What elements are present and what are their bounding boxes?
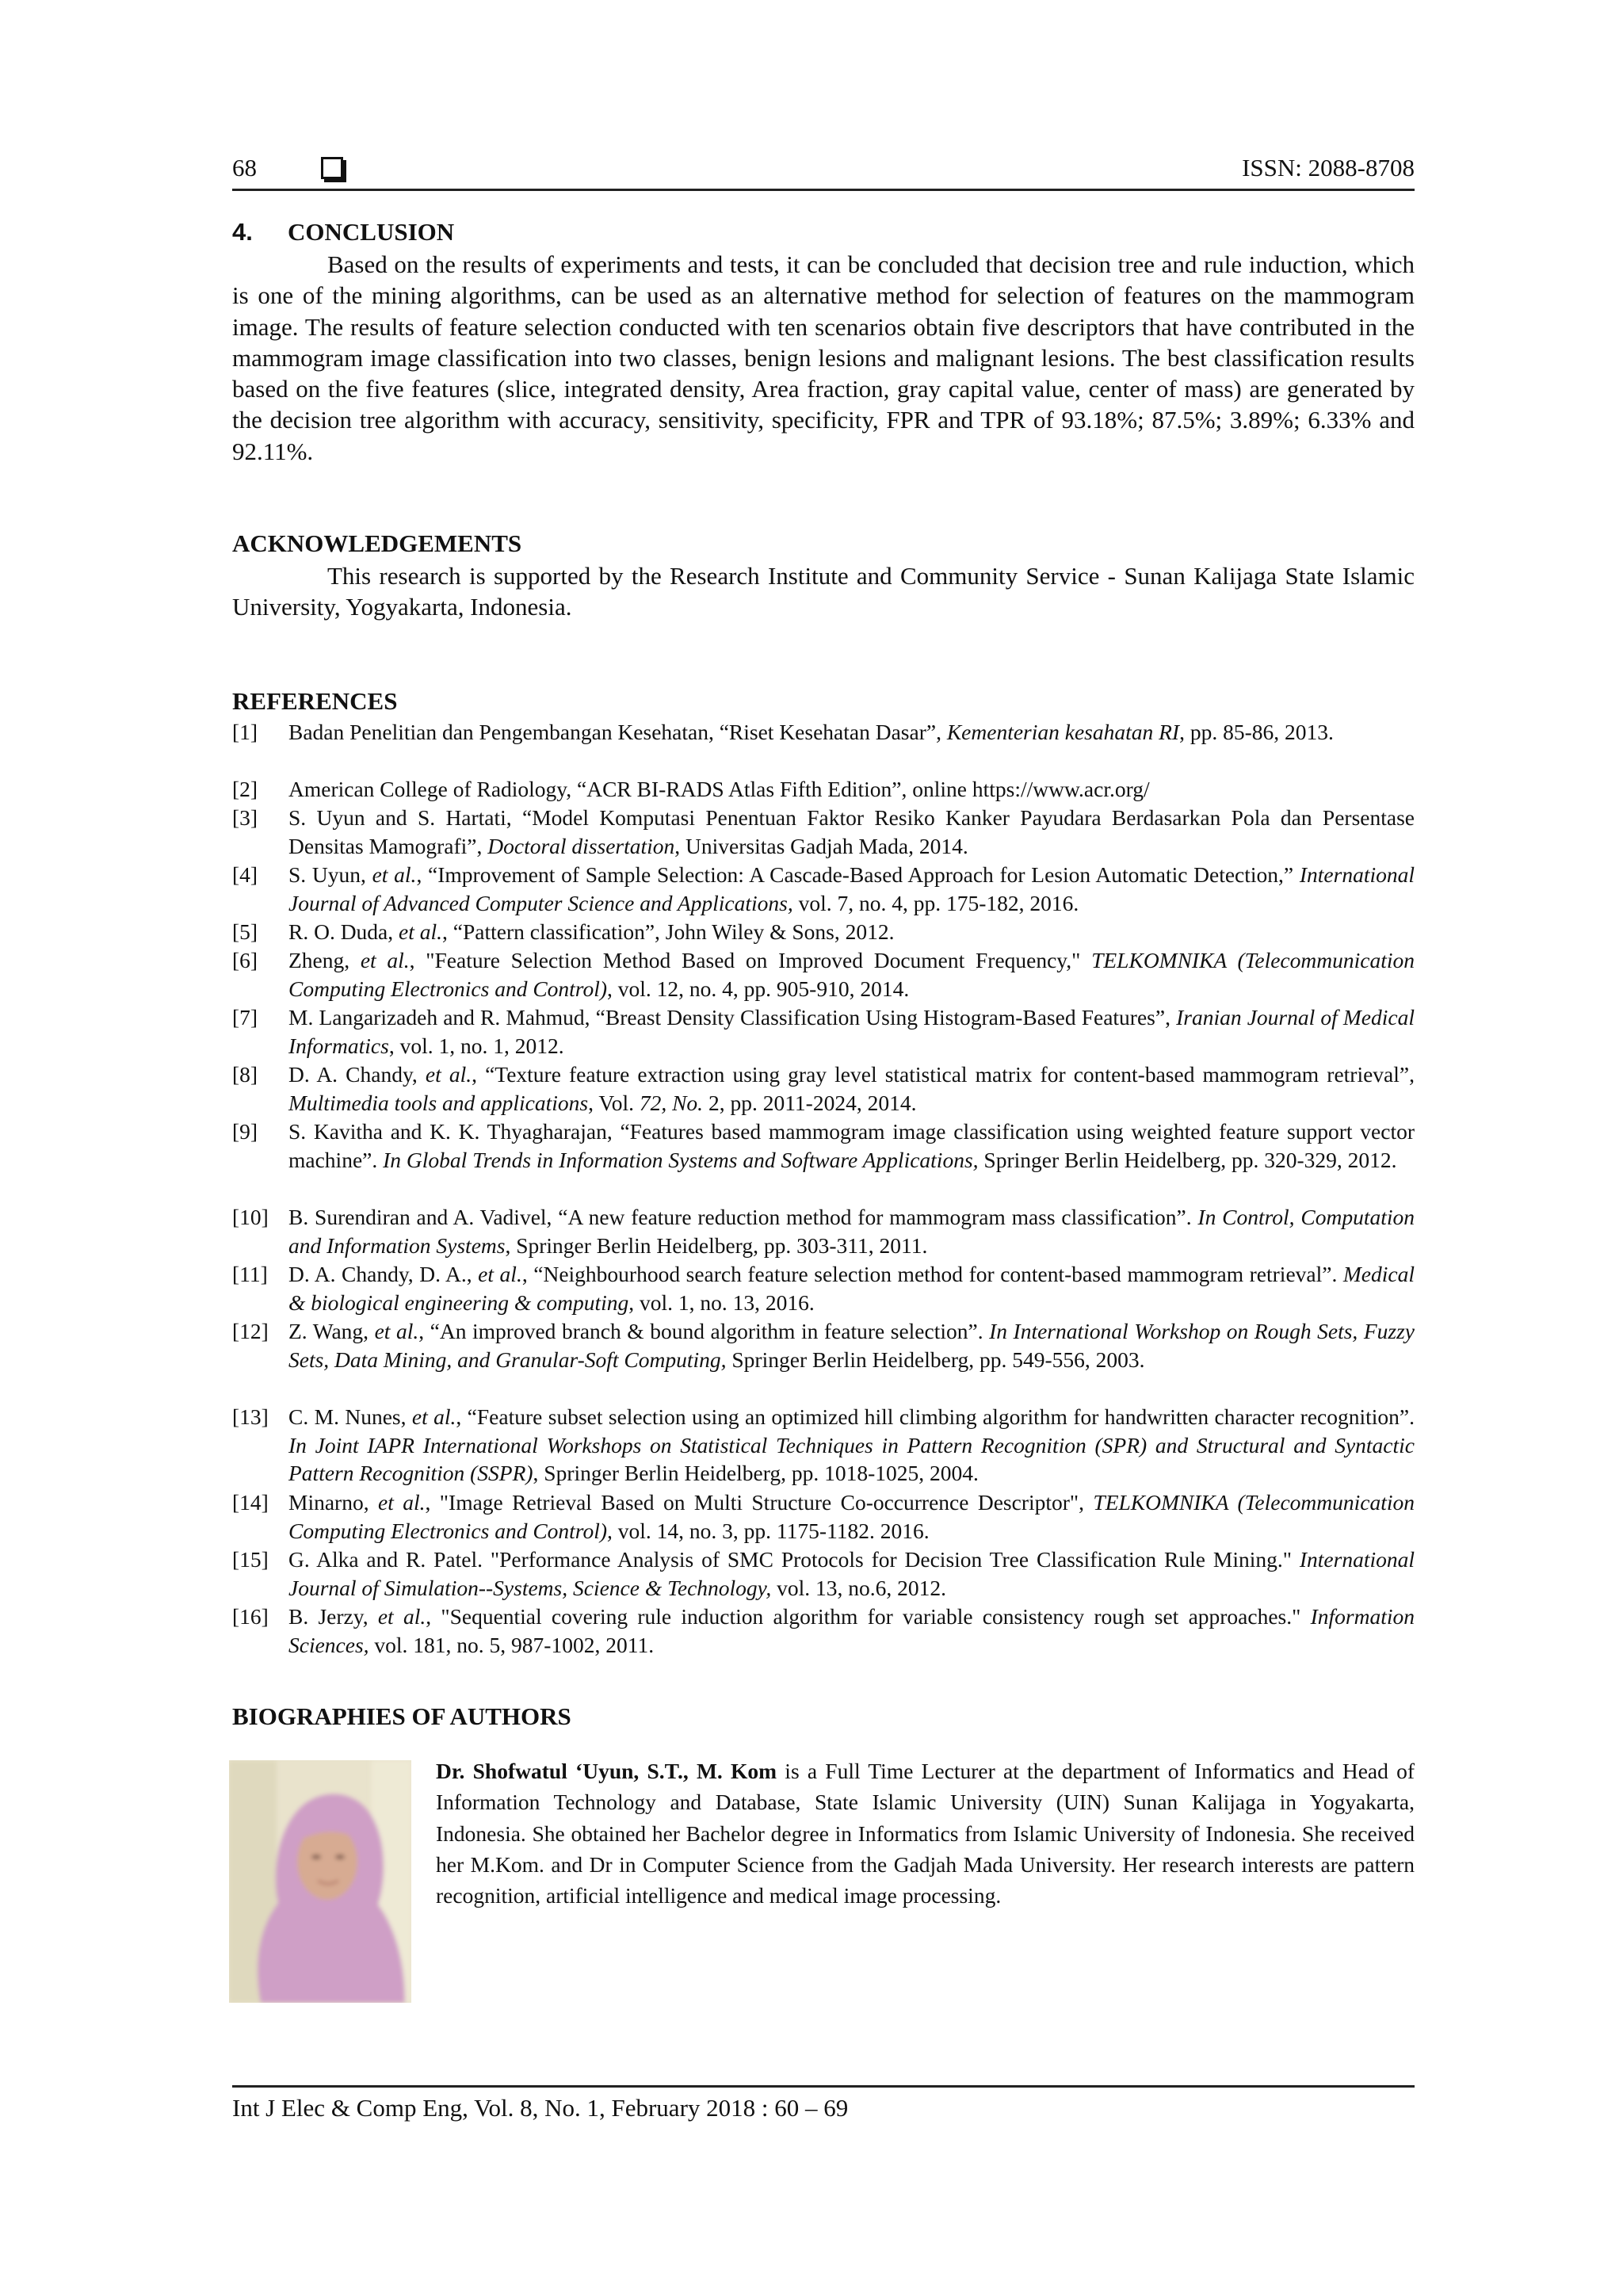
page-header: [232, 152, 1415, 191]
reference-plain-text: B. Surendiran and A. Vadivel, “A new feature reduction method for mammogram mass classification”.: [288, 1205, 1198, 1229]
reference-italic-text: et al.: [360, 948, 410, 972]
reference-plain-text: vol. 7, no. 4, pp. 175-182, 2016.: [792, 890, 1079, 915]
reference-plain-text: , vol. 12, no. 4, pp. 905-910, 2014.: [607, 976, 910, 1001]
reference-plain-text: R. O. Duda,: [288, 919, 399, 944]
reference-plain-text: , "Feature Selection Method Based on Improved Document Frequency,": [409, 948, 1092, 972]
reference-plain-text: D. A. Chandy, D. A.,: [288, 1262, 479, 1286]
reference-italic-text: et al.: [374, 1319, 419, 1343]
reference-plain-text: B. Jerzy,: [288, 1604, 378, 1629]
conclusion-heading: [232, 218, 454, 246]
reference-italic-text: International Journal of Advanced Computer Science and Applications,: [288, 862, 1415, 915]
reference-italic-text: 72, No.: [639, 1090, 704, 1115]
reference-plain-text: Minarno,: [288, 1490, 378, 1515]
author-photo: [229, 1760, 411, 2003]
reference-italic-text: TELKOMNIKA (Telecommunication Computing Electronics and Control): [288, 948, 1415, 1001]
reference-plain-text: , vol. 1, no. 13, 2016.: [628, 1289, 815, 1315]
reference-plain-text: S. Uyun and S. Hartati, “Model Komputasi Penentuan Faktor Resiko Kanker Payudara Berdasarkan Pola dan Persentase Densitas Mamografi”,: [288, 805, 1415, 858]
reference-text: [288, 1603, 1415, 1659]
reference-italic-text: et al.: [378, 1490, 426, 1515]
reference-italic-text: et al.: [411, 1404, 456, 1429]
reference-number: [9]: [232, 1119, 258, 1144]
reference-italic-text: et al.: [425, 1062, 472, 1087]
reference-plain-text: American College of Radiology, “ACR BI-RADS Atlas Fifth Edition”, online https://www.acr.org/: [288, 777, 1150, 801]
reference-plain-text: Zheng,: [288, 948, 361, 972]
reference-italic-text: Iranian Journal of Medical Informatics: [288, 1005, 1415, 1058]
reference-plain-text: vol. 181, no. 5, 987-1002, 2011.: [369, 1632, 655, 1657]
reference-plain-text: vol. 13, no.6, 2012.: [771, 1575, 946, 1600]
reference-plain-text: , Vol.: [588, 1090, 640, 1115]
reference-plain-text: , “Feature subset selection using an optimized hill climbing algorithm for handwritten character recognition”.: [456, 1404, 1415, 1429]
reference-italic-text: Multimedia tools and applications: [288, 1090, 589, 1115]
reference-number: [5]: [232, 919, 258, 944]
reference-number: [13]: [232, 1404, 269, 1429]
reference-plain-text: Badan Penelitian dan Pengembangan Kesehatan, “Riset Kesehatan Dasar”,: [288, 720, 947, 744]
reference-italic-text: In Global Trends in Information Systems and Software Applications,: [383, 1147, 979, 1172]
section-number: 4.: [232, 218, 253, 246]
reference-number: [2]: [232, 777, 258, 801]
conclusion-text: [232, 249, 1415, 467]
reference-plain-text: C. M. Nunes,: [288, 1404, 412, 1429]
reference-italic-text: et al.: [377, 1604, 426, 1629]
reference-plain-text: , “Improvement of Sample Selection: A Cascade-Based Approach for Lesion Automatic Detection,”: [416, 862, 1300, 887]
reference-plain-text: , “Neighbourhood search feature selection method for content-based mammogram retrieval”.: [521, 1262, 1343, 1286]
reference-number: [11]: [232, 1262, 268, 1286]
acknowledgements-text: [232, 560, 1415, 623]
reference-text: [288, 718, 1415, 747]
reference-text: [288, 1260, 1415, 1316]
reference-italic-text: et al.: [478, 1262, 522, 1286]
reference-number: [16]: [232, 1604, 269, 1629]
acknowledgements-heading: ACKNOWLEDGEMENTS: [232, 529, 522, 557]
reference-plain-text: , “Texture feature extraction using gray level statistical matrix for content-based mammogram retrieval”,: [472, 1062, 1415, 1087]
reference-text: [288, 946, 1415, 1003]
reference-text: [288, 1003, 1415, 1060]
reference-number: [1]: [232, 720, 258, 744]
reference-italic-text: Doctoral dissertation: [487, 833, 675, 858]
reference-plain-text: 2, pp. 2011-2024, 2014.: [703, 1090, 917, 1115]
reference-plain-text: , Springer Berlin Heidelberg, pp. 303-311, 2011.: [505, 1232, 928, 1258]
reference-italic-text: In International Workshop on Rough Sets, Fuzzy Sets, Data Mining, and Granular-Soft Computing,: [288, 1319, 1415, 1372]
reference-plain-text: , vol. 1, no. 1, 2012.: [388, 1033, 564, 1058]
reference-text: [288, 1203, 1415, 1259]
reference-number: [15]: [232, 1547, 269, 1572]
reference-text: [288, 1403, 1415, 1488]
page-number: 68: [232, 154, 257, 181]
biography-text: is a Full Time Lecturer at the department of Informatics and Head of Information Technology and Database, State Islamic University (UIN) Sunan Kalijaga in Yogyakarta, Indonesia. She obtained her Bachelor degree in Informatics from Islamic University of Indonesia. She received her M.Kom. and Dr in Computer Science from the Gadjah Mada University. Her research interests are pattern recognition, artificial intelligence and medical image processing.: [436, 1759, 1415, 1908]
reference-plain-text: G. Alka and R. Patel. "Performance Analysis of SMC Protocols for Decision Tree Classification Rule Mining.": [288, 1547, 1300, 1572]
reference-italic-text: TELKOMNIKA (Telecommunication Computing Electronics and Control),: [288, 1490, 1415, 1543]
reference-plain-text: , Springer Berlin Heidelberg, pp. 1018-1025, 2004.: [533, 1461, 979, 1486]
reference-text: [288, 918, 1415, 946]
reference-number: [12]: [232, 1319, 269, 1343]
reference-italic-text: et al.: [372, 862, 417, 887]
section-title: CONCLUSION: [288, 218, 455, 246]
reference-plain-text: S. Uyun,: [288, 862, 372, 887]
reference-number: [10]: [232, 1205, 269, 1229]
reference-text: [288, 861, 1415, 917]
issn: ISSN: 2088-8708: [1242, 154, 1415, 181]
reference-text: [288, 1488, 1415, 1545]
reference-italic-text: Medical & biological engineering & computing: [288, 1262, 1415, 1315]
reference-plain-text: , “An improved branch & bound algorithm in feature selection”.: [418, 1319, 990, 1343]
reference-italic-text: Information Sciences,: [288, 1604, 1415, 1657]
reference-plain-text: S. Kavitha and K. K. Thyagharajan, “Features based mammogram image classification using weighted feature support vector machine”.: [288, 1119, 1415, 1172]
reference-number: [3]: [232, 805, 258, 830]
reference-plain-text: , "Image Retrieval Based on Multi Structure Co-occurrence Descriptor",: [425, 1490, 1094, 1515]
conclusion-body: Based on the results of experiments and tests, it can be concluded that decision tree and rule induction, which is one of the mining algorithms, can be used as an alternative method for selection of features on the mammogram image. The results of feature selection conducted with ten scenarios obtain five descriptors that have contributed in the mammogram image classification into two classes, benign lesions and malignant lesions. The best classification results based on the five features (slice, integrated density, Area fraction, gray capital value, center of mass) are generated by the decision tree algorithm with accuracy, sensitivity, specificity, FPR and TPR of 93.18%; 87.5%; 3.89%; 6.33% and 92.11%.: [232, 250, 1415, 465]
reference-italic-text: In Control, Computation and Information Systems: [288, 1205, 1415, 1258]
reference-italic-text: International Journal of Simulation--Systems, Science & Technology,: [288, 1547, 1415, 1600]
page-footer: Int J Elec & Comp Eng, Vol. 8, No. 1, February 2018 : 60 – 69: [232, 2085, 1415, 2122]
reference-text: [288, 1060, 1415, 1117]
reference-plain-text: , “Pattern classification”, John Wiley & Sons, 2012.: [442, 919, 895, 944]
reference-text: [288, 1317, 1415, 1373]
reference-number: [8]: [232, 1062, 258, 1087]
reference-plain-text: M. Langarizadeh and R. Mahmud, “Breast Density Classification Using Histogram-Based Features”,: [288, 1005, 1177, 1030]
reference-plain-text: D. A. Chandy,: [288, 1062, 426, 1087]
reference-plain-text: Z. Wang,: [288, 1319, 375, 1343]
reference-plain-text: Springer Berlin Heidelberg, pp. 320-329, 2012.: [978, 1147, 1397, 1172]
reference-text: [288, 1117, 1415, 1174]
reference-plain-text: , "Sequential covering rule induction algorithm for variable consistency rough set approaches.": [426, 1604, 1311, 1629]
acknowledgements-body: This research is supported by the Research Institute and Community Service - Sunan Kalijaga State Islamic University, Yogyakarta, Indonesia.: [232, 562, 1415, 621]
author-biography: [436, 1755, 1415, 1911]
reference-plain-text: , Universitas Gadjah Mada, 2014.: [674, 833, 968, 858]
reference-plain-text: Springer Berlin Heidelberg, pp. 549-556, 2003.: [726, 1347, 1145, 1372]
reference-text: [288, 804, 1415, 860]
author-name: Dr. Shofwatul ‘Uyun, S.T., M. Kom: [436, 1759, 777, 1783]
reference-italic-text: Kementerian kesahatan RI: [946, 720, 1180, 744]
reference-number: [4]: [232, 862, 258, 887]
reference-text: [288, 775, 1415, 804]
reference-plain-text: vol. 14, no. 3, pp. 1175-1182. 2016.: [612, 1518, 930, 1543]
reference-italic-text: et al.: [399, 919, 443, 944]
references-heading: REFERENCES: [232, 687, 398, 715]
biographies-heading: BIOGRAPHIES OF AUTHORS: [232, 1702, 571, 1730]
reference-text: [288, 1545, 1415, 1602]
reference-italic-text: In Joint IAPR International Workshops on Statistical Techniques in Pattern Recognition (SPR) and Structural and Syntactic Pattern Recognition (SSPR): [288, 1432, 1415, 1486]
reference-number: [6]: [232, 948, 258, 972]
reference-plain-text: , pp. 85-86, 2013.: [1179, 720, 1334, 744]
reference-number: [14]: [232, 1490, 269, 1515]
reference-number: [7]: [232, 1005, 258, 1030]
square-bullet-icon: [321, 157, 343, 179]
